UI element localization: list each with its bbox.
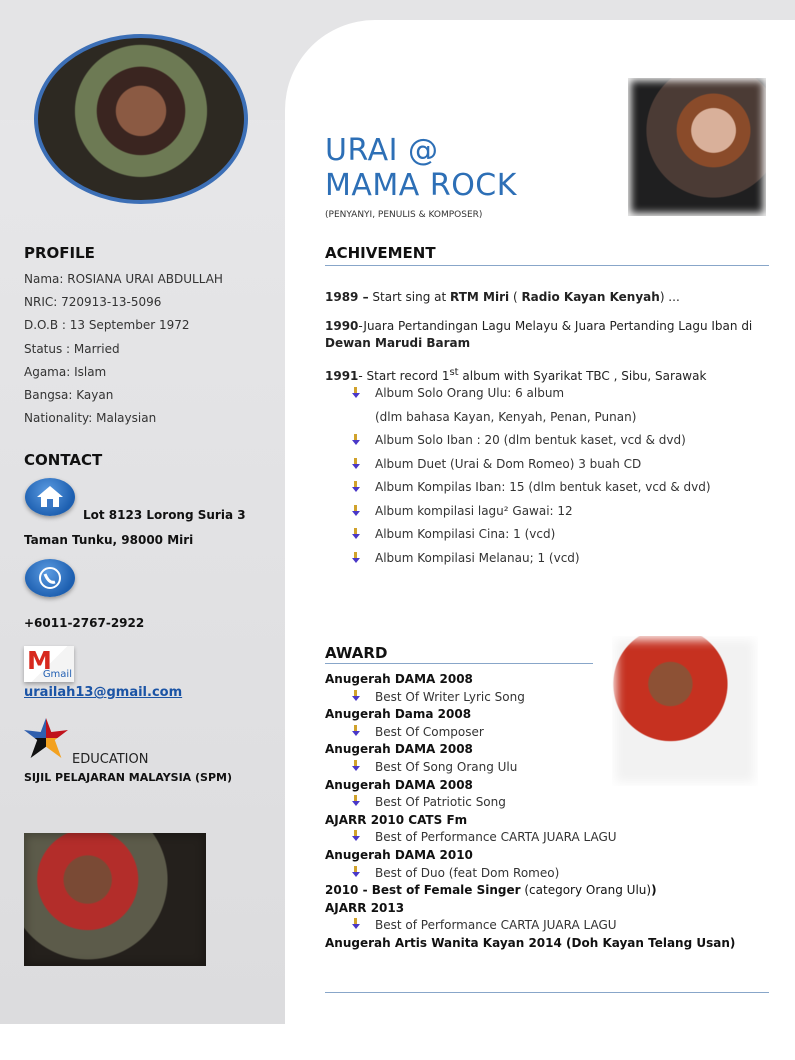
profile-status: Status : Married xyxy=(24,342,120,356)
achievement-year: 1989 – xyxy=(325,290,369,304)
phone-number: +6011-2767-2922 xyxy=(24,616,145,630)
address-line-2: Taman Tunku, 98000 Miri xyxy=(24,533,194,547)
achievement-1990 xyxy=(325,318,765,352)
album-item: (dlm bahasa Kayan, Kenyah, Penan, Punan) xyxy=(375,409,637,424)
arrow-icon xyxy=(352,794,362,806)
album-item: Album kompilasi lagu² Gawai: 12 xyxy=(375,503,573,518)
education-value: SIJIL PELAJARAN MALAYSIA (SPM) xyxy=(24,771,233,784)
arrow-icon xyxy=(352,829,362,841)
achievement-bold-text: Radio Kayan Kenyah xyxy=(521,290,660,304)
award-name: Anugerah DAMA 2008 xyxy=(325,672,473,686)
list-item xyxy=(352,480,711,504)
arrow-icon xyxy=(352,724,362,736)
list-item xyxy=(352,386,711,410)
list-item xyxy=(352,457,711,481)
award-name: AJARR 2013 xyxy=(325,900,405,915)
name-title-line-2: MAMA ROCK xyxy=(325,168,517,203)
album-item: Album Kompilas Iban: 15 (dlm bentuk kaset, vcd & dvd) xyxy=(375,480,711,494)
achievement-year: 1991 xyxy=(325,369,359,383)
contact-heading: CONTACT xyxy=(24,451,103,469)
achievement-text: ) ... xyxy=(659,290,680,304)
arrow-icon xyxy=(352,551,362,563)
name-title-line-1: URAI @ xyxy=(325,133,439,168)
list-item xyxy=(352,410,711,434)
arrow-icon xyxy=(352,386,362,398)
profile-race: Bangsa: Kayan xyxy=(24,388,114,402)
award-item: Best Of Writer Lyric Song xyxy=(325,689,755,707)
home-icon xyxy=(25,478,75,516)
achievement-text: - Start record 1 xyxy=(358,369,450,383)
award-item: Best of Performance CARTA JUARA LAGU xyxy=(325,829,755,847)
award-name: Anugerah DAMA 2008 xyxy=(325,742,473,757)
arrow-icon xyxy=(352,759,362,771)
email-link[interactable]: urailah13@gmail.com xyxy=(24,685,183,700)
arrow-icon xyxy=(352,504,362,516)
list-item xyxy=(352,433,711,457)
list-item xyxy=(352,551,711,575)
list-item xyxy=(352,527,711,551)
album-item: Album Duet (Urai & Dom Romeo) 3 buah CD xyxy=(375,456,642,471)
profile-nric: NRIC: 720913-13-5096 xyxy=(24,295,162,309)
award-heading: AWARD xyxy=(325,644,388,662)
portrait-photo xyxy=(628,78,766,216)
achievement-bold-text: RTM Miri xyxy=(450,290,510,304)
education-heading: EDUCATION xyxy=(72,752,149,767)
album-list xyxy=(352,386,711,574)
album-item: Album Kompilasi Cina: 1 (vcd) xyxy=(375,527,556,541)
album-item: Album Solo Orang Ulu: 6 album xyxy=(375,386,565,400)
arrow-icon xyxy=(352,480,362,492)
phone-icon xyxy=(25,559,75,597)
award-name: Anugerah Artis Wanita Kayan 2014 (Doh Kayan Telang Usan) xyxy=(325,935,736,950)
award-name: Anugerah Dama 2008 xyxy=(325,707,472,722)
award-item: Best Of Patriotic Song xyxy=(325,794,755,812)
profile-religion: Agama: Islam xyxy=(24,365,107,379)
list-item xyxy=(352,504,711,528)
achievement-text: Start sing at xyxy=(368,290,451,304)
address-line-1: Lot 8123 Lorong Suria 3 xyxy=(83,508,246,522)
profile-nationality: Nationality: Malaysian xyxy=(24,411,157,425)
achievement-1989 xyxy=(325,289,765,306)
achievement-bold-text: Dewan Marudi Baram xyxy=(325,336,471,350)
award-name: Anugerah DAMA 2010 xyxy=(325,847,473,862)
arrow-icon xyxy=(352,457,362,469)
trophy-photo xyxy=(24,833,206,966)
profile-photo xyxy=(34,34,248,204)
award-item: Best of Duo (feat Dom Romeo) xyxy=(325,865,755,883)
award-name: Anugerah DAMA 2008 xyxy=(325,777,473,792)
bottom-divider xyxy=(325,992,769,993)
role-subtitle: (PENYANYI, PENULIS & KOMPOSER) xyxy=(325,210,483,220)
arrow-icon xyxy=(352,689,362,701)
award-list xyxy=(325,671,755,953)
profile-heading: PROFILE xyxy=(24,244,95,262)
award-item: Best Of Composer xyxy=(325,724,755,742)
achievement-superscript: st xyxy=(449,367,459,378)
achievement-1991 xyxy=(325,364,765,385)
section-divider xyxy=(325,663,593,664)
gmail-icon: M Gmail xyxy=(24,646,74,682)
achievement-heading: ACHIVEMENT xyxy=(325,244,436,262)
arrow-icon xyxy=(352,527,362,539)
arrow-icon xyxy=(352,865,362,877)
award-item: Best of Performance CARTA JUARA LAGU xyxy=(325,917,755,935)
achievement-text: -Juara Pertandingan Lagu Melayu & Juara Pertanding Lagu Iban di xyxy=(358,319,753,333)
achievement-year: 1990 xyxy=(325,319,359,333)
profile-name: Nama: ROSIANA URAI ABDULLAH xyxy=(24,272,223,286)
achievement-text: album with Syarikat TBC , Sibu, Sarawak xyxy=(458,369,707,383)
award-name: AJARR 2010 CATS Fm xyxy=(325,812,468,827)
achievement-text: ( xyxy=(509,290,522,304)
award-item: Best Of Song Orang Ulu xyxy=(325,759,755,777)
arrow-icon xyxy=(352,917,362,929)
album-item: Album Solo Iban : 20 (dlm bentuk kaset, vcd & dvd) xyxy=(375,433,686,447)
arrow-icon xyxy=(352,433,362,445)
award-name: 2010 - Best of Female Singer (category Orang Ulu)) xyxy=(325,883,657,898)
profile-dob: D.O.B : 13 September 1972 xyxy=(24,318,190,332)
section-divider xyxy=(325,265,769,266)
album-item: Album Kompilasi Melanau; 1 (vcd) xyxy=(375,550,580,565)
